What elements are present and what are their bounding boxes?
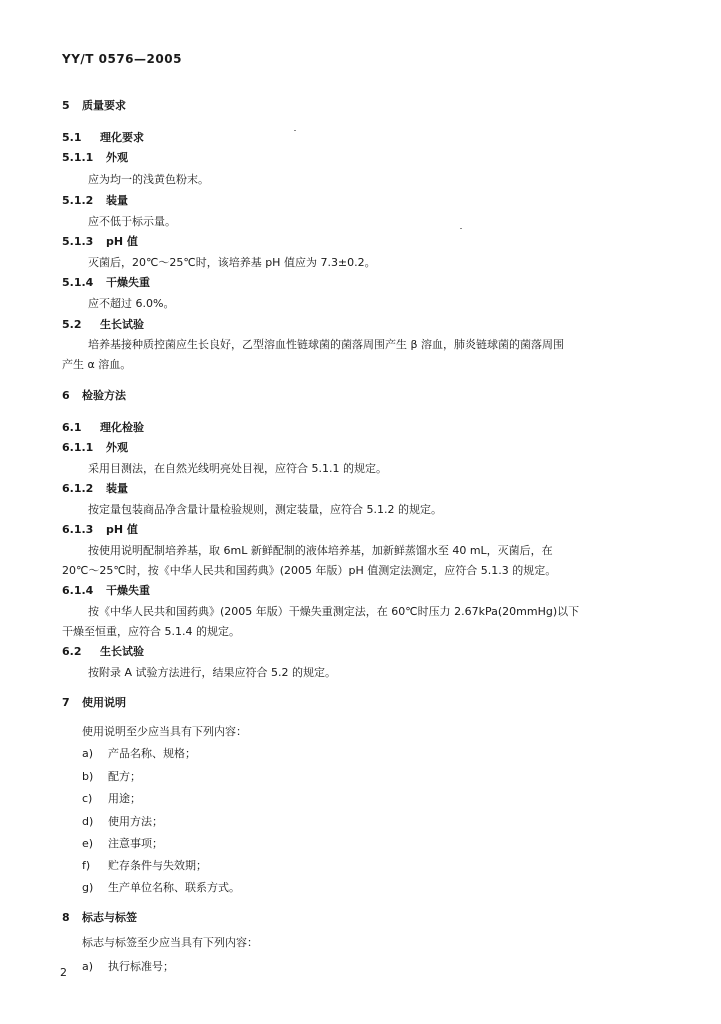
clause-heading <box>62 131 144 145</box>
list-item-text: 用途； <box>108 792 141 805</box>
list-item-text: 配方； <box>108 770 141 783</box>
clause-heading <box>62 235 138 249</box>
clause-number: 6.2 <box>62 645 82 658</box>
section-number: 8 <box>62 911 70 924</box>
section-title: 质量要求 <box>82 99 126 112</box>
clause-number: 6.1 <box>62 421 82 434</box>
clause-number: 5.1 <box>62 131 82 144</box>
clause-heading <box>62 645 144 659</box>
body-text: 应不超过 6.0%。 <box>88 297 175 310</box>
section-number: 7 <box>62 696 70 709</box>
document-code: YY/T 0576—2005 <box>62 52 182 66</box>
list-item-text: 产品名称、规格； <box>108 747 196 760</box>
clause-title: 外观 <box>106 441 128 454</box>
list-item <box>82 770 141 784</box>
clause-title: 装量 <box>106 482 128 495</box>
body-text: 应不低于标示量。 <box>88 215 176 228</box>
section-title: 标志与标签 <box>82 911 137 924</box>
section-heading <box>62 911 137 925</box>
section-title: 检验方法 <box>82 389 126 402</box>
clause-heading <box>62 276 150 290</box>
clause-number: 6.1.2 <box>62 482 94 495</box>
clause-number: 6.1.1 <box>62 441 94 454</box>
clause-number: 5.1.2 <box>62 194 94 207</box>
clause-title: 理化要求 <box>100 131 144 144</box>
clause-number: 5.2 <box>62 318 82 331</box>
clause-number: 5.1.4 <box>62 276 94 289</box>
list-item-text: 注意事项； <box>108 837 163 850</box>
list-item <box>82 747 196 761</box>
list-marker: f) <box>82 859 91 872</box>
list-marker: b) <box>82 770 94 783</box>
body-text: 按《中华人民共和国药典》(2005 年版）干燥失重测定法，在 60℃时压力 2.67kPa(20mmHg)以下 <box>88 605 580 618</box>
clause-number: 5.1.3 <box>62 235 94 248</box>
clause-heading <box>62 194 128 208</box>
clause-heading <box>62 151 128 165</box>
clause-number: 6.1.3 <box>62 523 94 536</box>
clause-title: 外观 <box>106 151 128 164</box>
list-item <box>82 881 240 895</box>
list-item <box>82 960 174 974</box>
body-text: 按使用说明配制培养基，取 6mL 新鲜配制的液体培养基，加新鲜蒸馏水至 40 mL，灭菌后，在 <box>88 544 553 557</box>
scan-speck <box>294 130 296 131</box>
clause-heading <box>62 482 128 496</box>
clause-title: 理化检验 <box>100 421 144 434</box>
body-text: 按附录 A 试验方法进行，结果应符合 5.2 的规定。 <box>88 666 337 679</box>
list-item <box>82 792 141 806</box>
body-text: 干燥至恒重，应符合 5.1.4 的规定。 <box>62 625 240 638</box>
clause-title: 干燥失重 <box>106 276 150 289</box>
list-marker: d) <box>82 815 94 828</box>
list-item-text: 生产单位名称、联系方式。 <box>108 881 240 894</box>
clause-number: 5.1.1 <box>62 151 94 164</box>
section-heading <box>62 389 126 403</box>
scan-speck <box>460 228 462 229</box>
body-text: 采用目测法，在自然光线明亮处目视，应符合 5.1.1 的规定。 <box>88 462 387 475</box>
list-marker: a) <box>82 960 94 973</box>
body-text: 培养基接种质控菌应生长良好，乙型溶血性链球菌的菌落周围产生 β 溶血，肺炎链球菌的菌落周围 <box>88 338 565 351</box>
list-item <box>82 859 207 873</box>
body-text: 使用说明至少应当具有下列内容： <box>82 725 247 738</box>
page-number: 2 <box>60 966 67 979</box>
list-marker: c) <box>82 792 93 805</box>
body-text: 灭菌后，20℃～25℃时，该培养基 pH 值应为 7.3±0.2。 <box>88 256 376 269</box>
clause-heading <box>62 421 144 435</box>
list-marker: a) <box>82 747 94 760</box>
clause-title: 生长试验 <box>100 318 144 331</box>
section-number: 6 <box>62 389 70 402</box>
clause-heading <box>62 441 128 455</box>
body-text: 按定量包装商品净含量计量检验规则，测定装量，应符合 5.1.2 的规定。 <box>88 503 442 516</box>
list-item <box>82 837 163 851</box>
body-text: 产生 α 溶血。 <box>62 358 132 371</box>
body-text: 标志与标签至少应当具有下列内容： <box>82 936 258 949</box>
list-item-text: 贮存条件与失效期； <box>108 859 207 872</box>
section-title: 使用说明 <box>82 696 126 709</box>
body-text: 应为均一的浅黄色粉末。 <box>88 173 209 186</box>
clause-number: 6.1.4 <box>62 584 94 597</box>
clause-heading <box>62 584 150 598</box>
clause-title: 装量 <box>106 194 128 207</box>
clause-title: 生长试验 <box>100 645 144 658</box>
list-marker: e) <box>82 837 94 850</box>
list-item <box>82 815 163 829</box>
clause-title: 干燥失重 <box>106 584 150 597</box>
clause-heading <box>62 523 138 537</box>
clause-title: pH 值 <box>106 523 138 536</box>
list-item-text: 使用方法； <box>108 815 163 828</box>
clause-title: pH 值 <box>106 235 138 248</box>
clause-heading <box>62 318 144 332</box>
section-number: 5 <box>62 99 70 112</box>
section-heading <box>62 99 126 113</box>
list-item-text: 执行标准号； <box>108 960 174 973</box>
list-marker: g) <box>82 881 94 894</box>
section-heading <box>62 696 126 710</box>
body-text: 20℃～25℃时，按《中华人民共和国药典》(2005 年版）pH 值测定法测定，应符合 5.1.3 的规定。 <box>62 564 557 577</box>
